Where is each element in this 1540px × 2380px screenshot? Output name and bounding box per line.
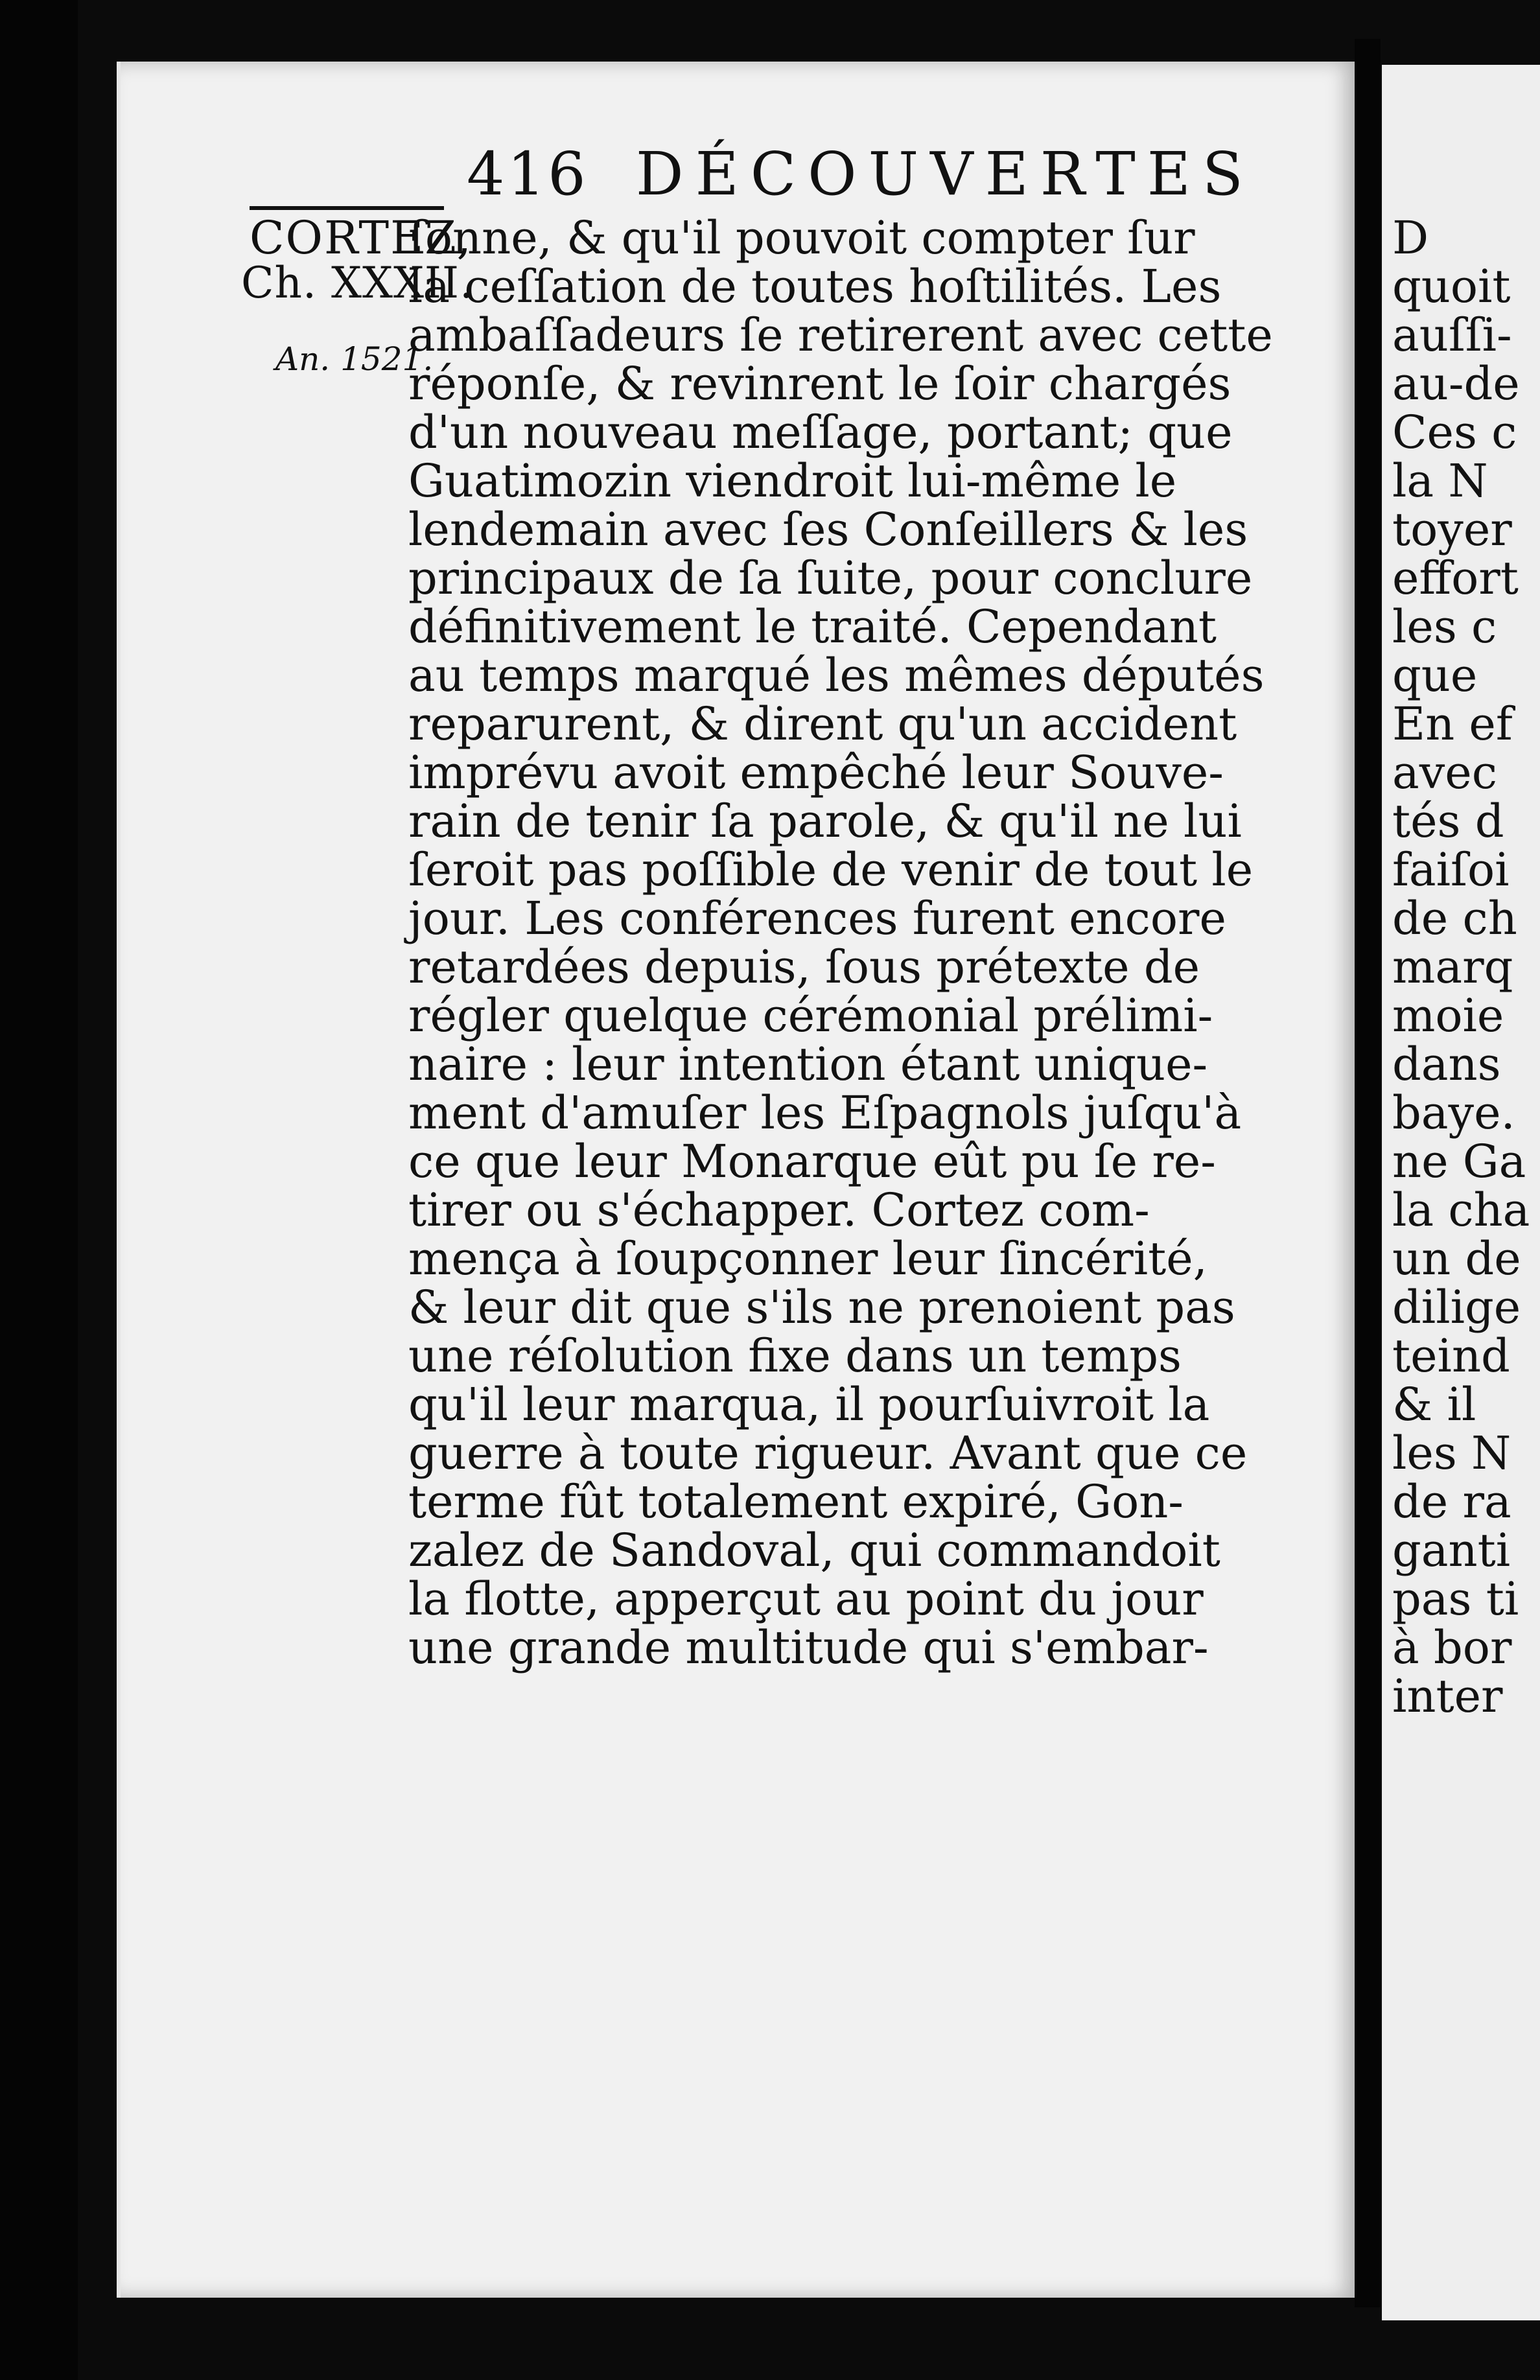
- text-line: Guatimozin viendroit lui-même le: [408, 454, 1177, 508]
- text-line: la flotte, apperçut au point du jour: [408, 1572, 1204, 1626]
- facing-page-line: pas ti: [1392, 1572, 1519, 1626]
- margin-note-year: An. 1521.: [275, 340, 434, 378]
- text-line: une grande multitude qui s'embar-: [408, 1621, 1209, 1674]
- text-line: rain de tenir ſa parole, & qu'il ne lui: [408, 795, 1242, 848]
- text-line: zalez de Sandoval, qui commandoit: [408, 1524, 1220, 1577]
- facing-page-line: effort: [1392, 552, 1519, 605]
- facing-page-line: ne Ga: [1392, 1135, 1526, 1188]
- facing-page-line: toyer: [1392, 503, 1512, 556]
- facing-page-line: faiſoi: [1392, 843, 1510, 896]
- facing-page-line: la N: [1392, 454, 1488, 508]
- page-number: 416: [467, 139, 589, 209]
- facing-page-line: baye.: [1392, 1086, 1515, 1139]
- facing-page-line: moie: [1392, 989, 1504, 1042]
- facing-page-line: marq: [1392, 940, 1513, 994]
- text-line: guerre à toute rigueur. Avant que ce: [408, 1427, 1248, 1480]
- text-line: imprévu avoit empêché leur Souve-: [408, 746, 1224, 799]
- text-line: tirer ou s'échapper. Cortez com-: [408, 1184, 1150, 1237]
- facing-page-line: quoit: [1392, 260, 1511, 313]
- facing-page-line: tés d: [1392, 795, 1504, 848]
- text-line: au temps marqué les mêmes députés: [408, 649, 1265, 702]
- text-line: retardées depuis, ſous prétexte de: [408, 940, 1200, 994]
- text-line: principaux de ſa ſuite, pour conclure: [408, 552, 1253, 605]
- page-gutter: [1355, 39, 1381, 2307]
- margin-note-chapter: Ch. XXXII.: [241, 258, 474, 308]
- facing-page-line: & il: [1392, 1378, 1476, 1431]
- text-line: mença à ſoupçonner leur ſincérité,: [408, 1232, 1208, 1285]
- body-text: [408, 211, 1273, 1674]
- text-line: ment d'amuſer les Eſpagnols juſqu'à: [408, 1086, 1242, 1139]
- facing-page-line: les N: [1392, 1427, 1511, 1480]
- facing-page-line: dilige: [1392, 1281, 1521, 1334]
- text-line: ce que leur Monarque eût pu ſe re-: [408, 1135, 1216, 1188]
- facing-page-line: de ra: [1392, 1475, 1511, 1528]
- text-line: définitivement le traité. Cependant: [408, 600, 1217, 653]
- text-line: & leur dit que s'ils ne prenoient pas: [408, 1281, 1235, 1334]
- facing-page-line: à bor: [1392, 1621, 1512, 1674]
- text-line: d'un nouveau meſſage, portant; que: [408, 406, 1233, 459]
- text-line: ſeroit pas poſſible de venir de tout le: [408, 843, 1254, 896]
- facing-page-line: dans: [1392, 1038, 1501, 1091]
- facing-page-line: que: [1392, 649, 1478, 702]
- facing-page-line: les c: [1392, 600, 1497, 653]
- facing-page-line: Ces c: [1392, 406, 1517, 459]
- header-rule: [250, 206, 444, 210]
- facing-page-line: D: [1392, 211, 1429, 264]
- text-line: naire : leur intention étant unique-: [408, 1038, 1208, 1091]
- text-line: ambaſſadeurs ſe retirerent avec cette: [408, 309, 1273, 362]
- facing-page-line: En ef: [1392, 697, 1513, 751]
- text-line: lendemain avec ſes Conſeillers & les: [408, 503, 1248, 556]
- text-line: terme fût totalement expiré, Gon-: [408, 1475, 1184, 1528]
- text-line: régler quelque cérémonial prélimi-: [408, 989, 1213, 1042]
- facing-page-line: auſſi-: [1392, 309, 1512, 362]
- text-line: une réſolution fixe dans un temps: [408, 1329, 1182, 1382]
- margin-note-cortez: CORTEZ,: [250, 211, 472, 264]
- text-line: jour. Les conférences furent encore: [408, 892, 1226, 945]
- facing-page-line: de ch: [1392, 892, 1517, 945]
- text-line: réponſe, & revinrent le ſoir chargés: [408, 357, 1231, 410]
- facing-page-line: inter: [1392, 1670, 1503, 1723]
- facing-page-line: un de: [1392, 1232, 1521, 1285]
- running-title: DÉCOUVERTES: [635, 139, 1255, 209]
- book-spine-shadow: [0, 0, 78, 2380]
- facing-page-text: [1392, 211, 1530, 1723]
- text-line: la ceſſation de toutes hoſtilités. Les: [408, 260, 1222, 313]
- facing-page-line: avec: [1392, 746, 1497, 799]
- facing-page-line: ganti: [1392, 1524, 1511, 1577]
- text-line: ſonne, & qu'il pouvoit compter ſur: [408, 211, 1195, 264]
- text-line: reparurent, & dirent qu'un accident: [408, 697, 1237, 751]
- facing-page-line: au-de: [1392, 357, 1520, 410]
- facing-page-line: la cha: [1392, 1184, 1530, 1237]
- text-line: qu'il leur marqua, il pourſuivroit la: [408, 1378, 1210, 1431]
- running-header: [467, 139, 1255, 209]
- facing-page-line: teind: [1392, 1329, 1510, 1382]
